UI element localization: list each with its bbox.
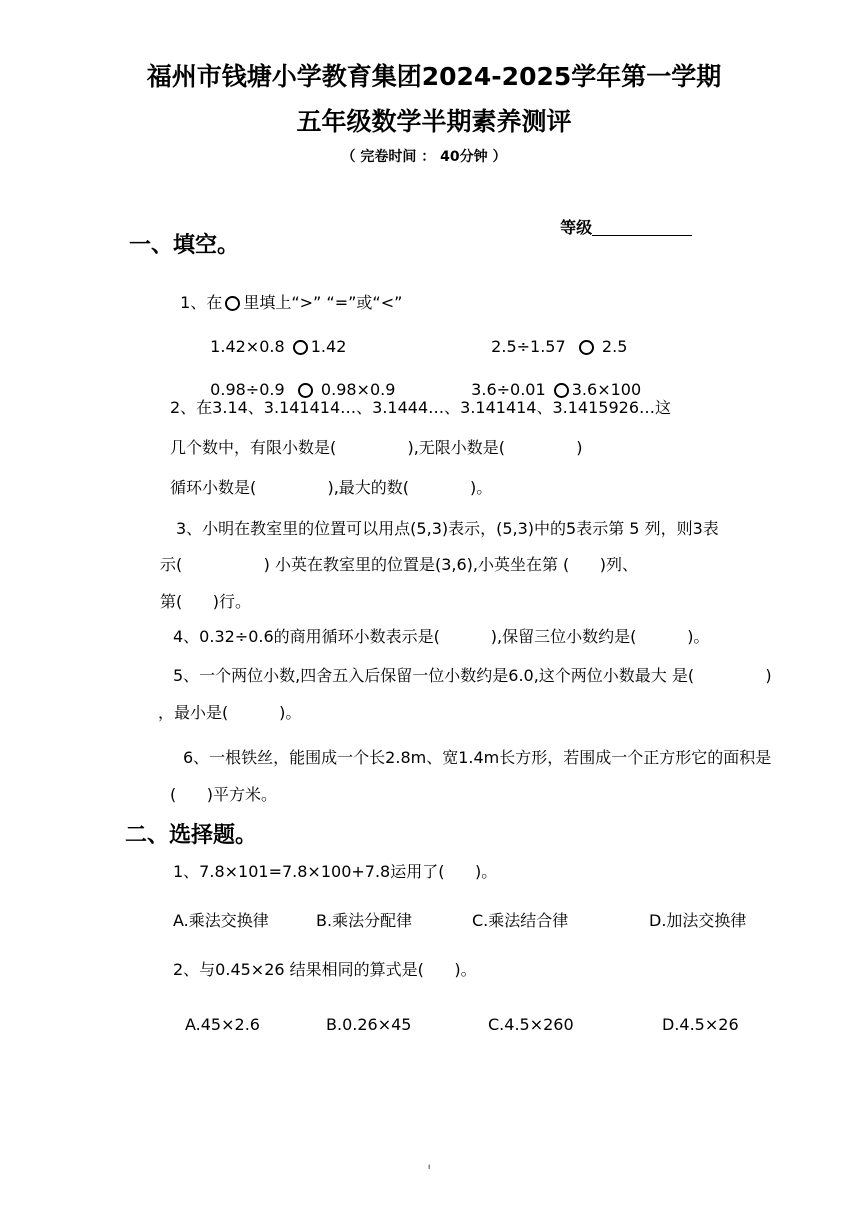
- s1-q1-item-4: [461, 366, 641, 398]
- s2-q1-option-b: B.乘法分配律: [316, 911, 413, 930]
- circle-blank-icon: [298, 383, 313, 398]
- grade-blank: [592, 219, 692, 236]
- s1-q2-line2: 几个数中，有限小数是( ),无限小数是( ): [170, 438, 583, 457]
- s2-q1-option-c: C.乘法结合律: [472, 911, 569, 930]
- s2-q2-option-b: B.0.26×45: [326, 1015, 412, 1034]
- compare-right: 2.5: [601, 337, 628, 356]
- section1-heading: 一、填空。: [129, 233, 240, 258]
- s1-q1-item-1: [200, 323, 346, 355]
- circle-blank-icon: [293, 340, 308, 355]
- s2-q2-option-a: A.45×2.6: [185, 1015, 260, 1034]
- s2-q1-option-d: D.加法交换律: [649, 911, 747, 930]
- s1-q5-line2: ，最小是( )。: [158, 703, 302, 722]
- s2-q1-prompt: 1、7.8×101=7.8×100+7.8运用了( )。: [173, 862, 498, 881]
- s1-q2-line1: 2、在3.14、3.141414…、3.1444…、3.141414、3.1415926…这: [170, 398, 672, 417]
- s2-q2-prompt: 2、与0.45×26 结果相同的算式是( )。: [173, 960, 477, 979]
- s1-q1-item-2: [481, 323, 627, 355]
- compare-right: 1.42: [310, 337, 347, 356]
- s1-q3-line2: 示( ) 小英在教室里的位置是(3,6),小英坐在第 ( )列、: [160, 555, 639, 574]
- s1-q1-prompt-pre: 1、在: [180, 293, 223, 312]
- circle-blank-icon: [554, 383, 569, 398]
- s1-q1-item-3: [200, 366, 395, 398]
- compare-right: 3.6×100: [571, 380, 642, 399]
- s2-q2-option-d: D.4.5×26: [662, 1015, 739, 1034]
- s1-q1-prompt-post: 里填上“>” “=”或“<”: [243, 293, 403, 312]
- compare-left: 2.5÷1.57: [491, 337, 566, 356]
- s2-q2-option-c: C.4.5×260: [488, 1015, 574, 1034]
- s1-q3-line1: 3、小明在教室里的位置可以用点(5,3)表示，(5,3)中的5表示第 5 列，则3表: [176, 519, 719, 538]
- exam-title-line1: 福州市钱塘小学教育集团2024-2025学年第一学期: [146, 62, 722, 91]
- s2-q1-option-a: A.乘法交换律: [173, 911, 269, 930]
- s1-q4-line1: 4、0.32÷0.6的商用循环小数表示是( ),保留三位小数约是( )。: [173, 627, 710, 646]
- s1-q6-line2: ( )平方米。: [170, 785, 278, 804]
- section2-heading: 二、选择题。: [125, 823, 258, 848]
- compare-left: 1.42×0.8: [210, 337, 285, 356]
- exam-title-line2: 五年级数学半期素养测评: [296, 107, 572, 136]
- s1-q1-prompt: [170, 279, 402, 311]
- grade-field: [549, 203, 692, 236]
- compare-right: 0.98×0.9: [320, 380, 396, 399]
- s1-q3-line3: 第( )行。: [160, 592, 252, 611]
- s1-q2-line3: 循环小数是( ),最大的数( )。: [170, 478, 493, 497]
- grade-label: 等级: [560, 218, 593, 237]
- circle-blank-icon: [579, 340, 594, 355]
- page-mark: ı: [428, 1162, 431, 1171]
- s1-q5-line1: 5、一个两位小数,四舍五入后保留一位小数约是6.0,这个两位小数最大 是( ): [173, 666, 772, 685]
- s1-q6-line1: 6、一根铁丝，能围成一个长2.8m、宽1.4m长方形，若围成一个正方形它的面积是: [183, 748, 772, 767]
- compare-left: 0.98÷0.9: [210, 380, 285, 399]
- exam-duration: （ 完卷时间 ： 40分钟 ）: [341, 149, 507, 165]
- circle-blank-icon: [225, 296, 240, 311]
- compare-left: 3.6÷0.01: [471, 380, 546, 399]
